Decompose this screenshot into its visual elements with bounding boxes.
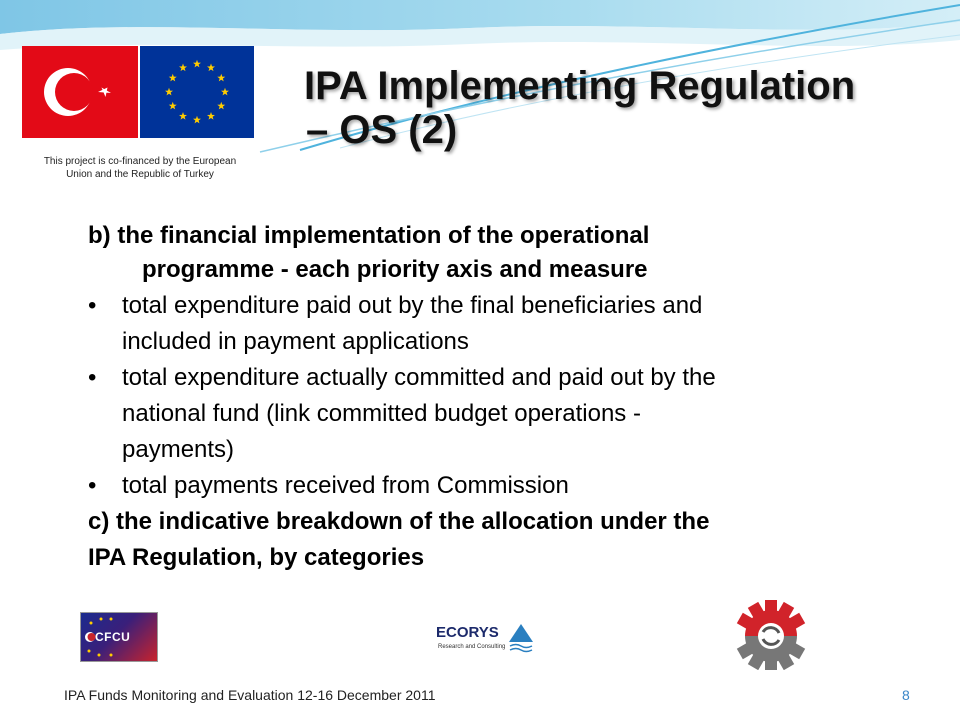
page-number: 8	[902, 687, 910, 703]
section-c-heading: c) the indicative breakdown of the allocation under the IPA Regulation, by categories	[88, 508, 710, 571]
bullet-item: • total expenditure actually committed and paid out by the national fund (link committed budget operations - payments)	[88, 364, 716, 463]
gear-logo-icon	[728, 598, 814, 670]
section-b-heading: b) the financial implementation of the operational programme - each priority axis and measure	[88, 222, 650, 283]
eu-flag-icon	[140, 46, 254, 138]
cfcu-logo: CFCU	[80, 612, 158, 662]
bullet-item: • total expenditure paid out by the final beneficiaries and included in payment applications	[88, 292, 703, 355]
ecorys-triangle-icon	[508, 622, 534, 656]
cofinance-note: This project is co-financed by the European Union and the Republic of Turkey	[43, 156, 237, 180]
turkey-flag-icon	[22, 46, 138, 138]
slide-title: IPA Implementing Regulation – OS (2)	[304, 64, 856, 152]
slide-body	[88, 218, 868, 576]
ecorys-logo: ECORYS Research and Consulting	[436, 620, 536, 668]
bullet-item: • total payments received from Commission	[88, 472, 569, 499]
footer-text: IPA Funds Monitoring and Evaluation 12-16 December 2011	[64, 687, 436, 703]
